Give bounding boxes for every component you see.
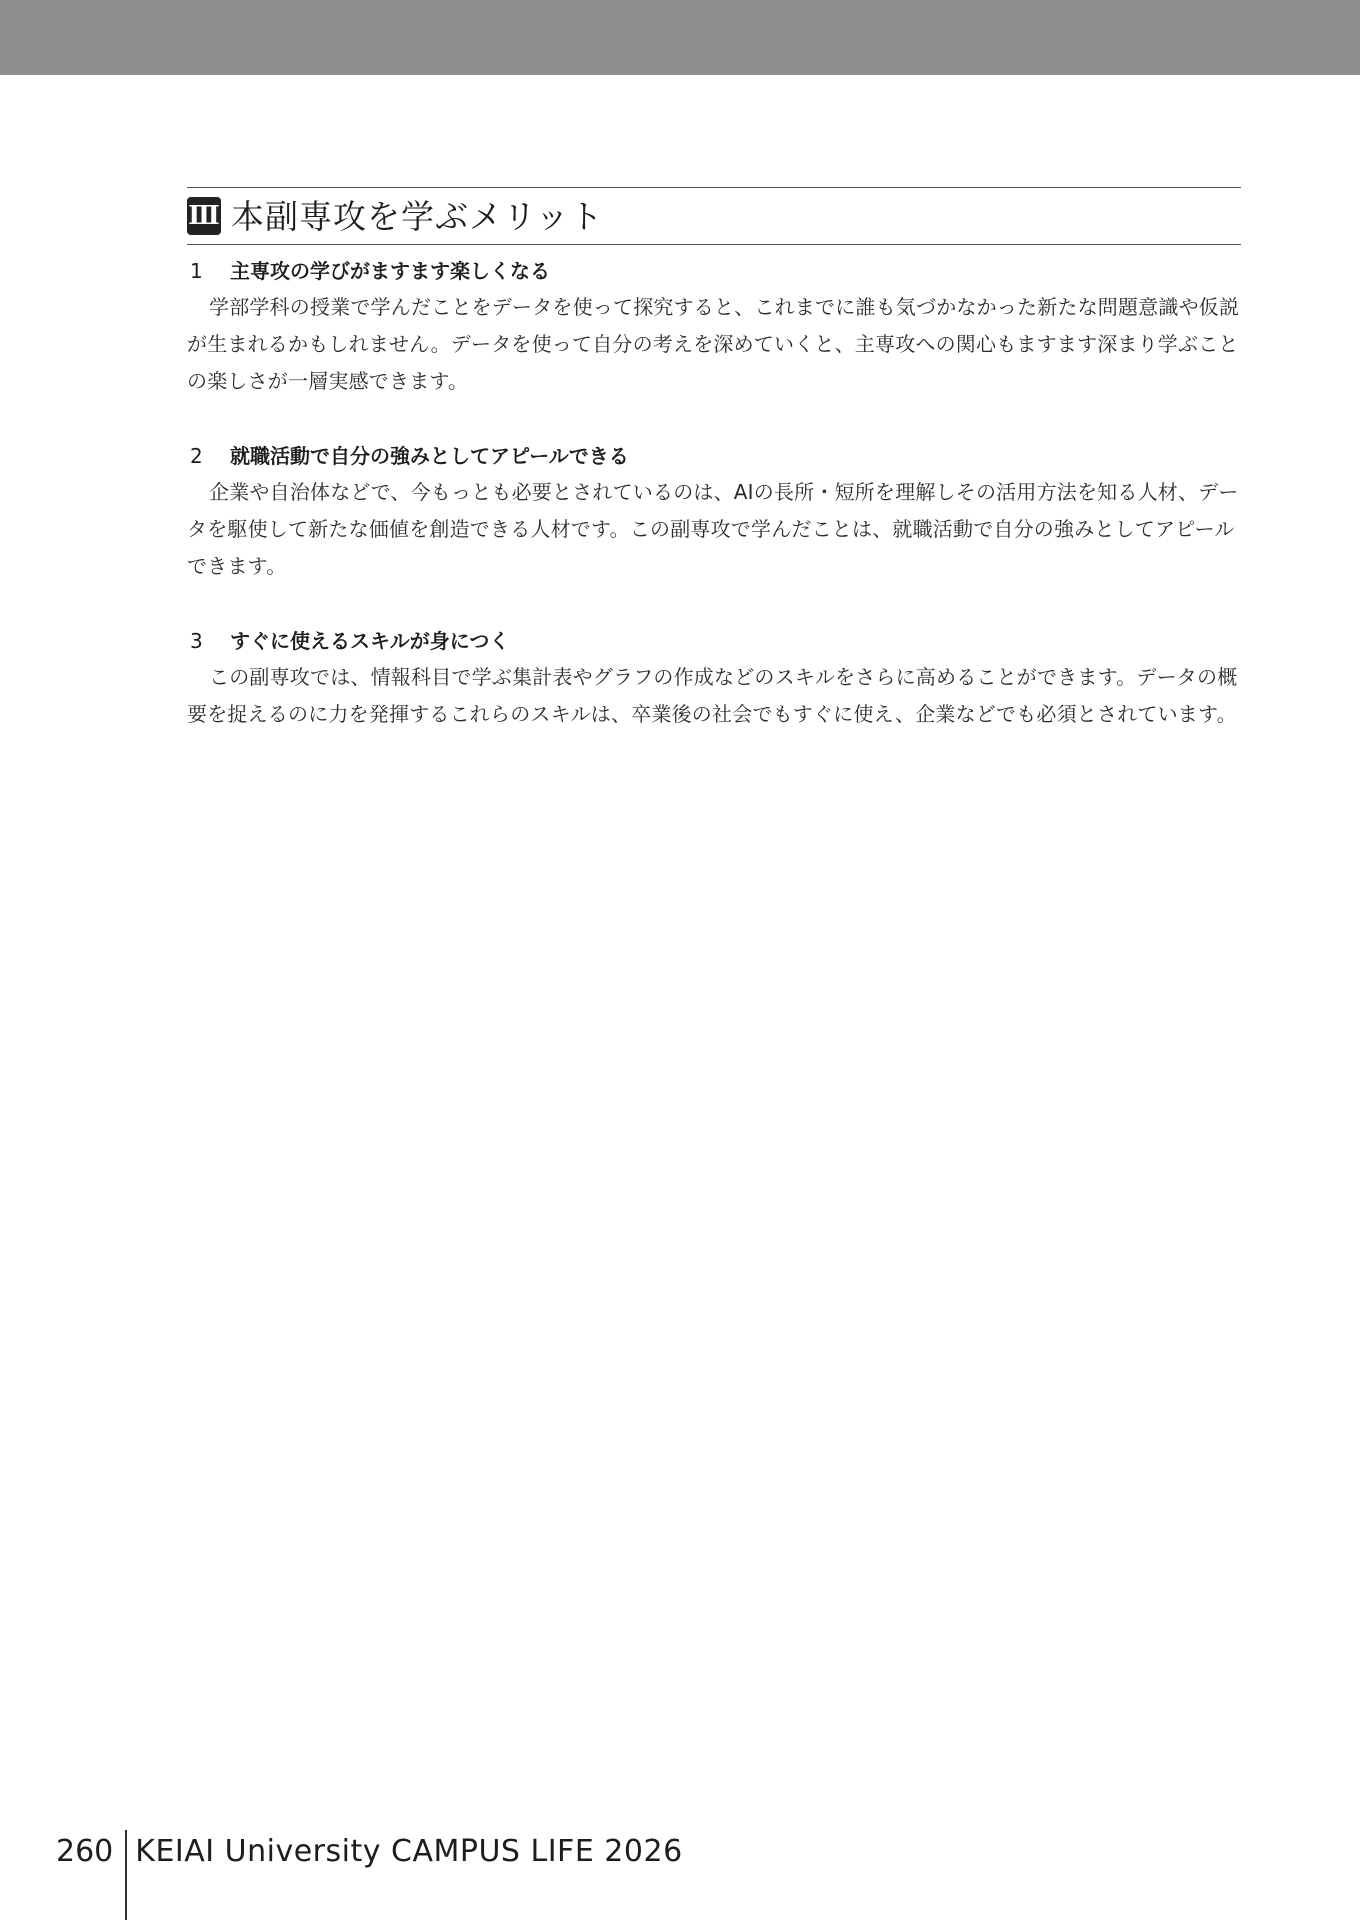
merit-number: 2 (190, 444, 203, 468)
merit-heading-text: 主専攻の学びがますます楽しくなる (230, 259, 550, 283)
merit-number: 1 (190, 259, 203, 283)
section-numeral-badge: Ⅲ (187, 197, 221, 235)
section-merits (187, 187, 1241, 733)
merit-heading (187, 623, 1241, 659)
merit-heading-text: 就職活動で自分の強みとしてアピールできる (230, 444, 629, 468)
merit-body: この副専攻では、情報科目で学ぶ集計表やグラフの作成などのスキルをさらに高めることができます。データの概要を捉えるのに力を発揮するこれらのスキルは、卒業後の社会でもすぐに使え、企業などでも必須とされています。 (187, 665, 1238, 726)
merit-body: 企業や自治体などで、今もっとも必要とされているのは、AIの長所・短所を理解しその活用方法を知る人材、データを駆使して新たな価値を創造できる人材です。この副専攻で学んだことは、就職活動で自分の強みとしてアピールできます。 (187, 480, 1239, 578)
merit-heading (187, 253, 1241, 289)
page-number: 260 (56, 1834, 114, 1869)
merit-body: 学部学科の授業で学んだことをデータを使って探究すると、これまでに誰も気づかなかった新たな問題意識や仮説が生まれるかもしれません。データを使って自分の考えを深めていくと、主専攻への関心もますます深まり学ぶことの楽しさが一層実感できます。 (187, 295, 1240, 393)
publication-title: KEIAI University CAMPUS LIFE 2026 (135, 1834, 683, 1869)
header-band (0, 0, 1360, 75)
merit-item (187, 438, 1241, 585)
section-header (187, 187, 1241, 245)
page-footer (56, 1830, 683, 1920)
merit-heading (187, 438, 1241, 474)
section-title: 本副専攻を学ぶメリット (231, 196, 604, 236)
merit-item (187, 623, 1241, 733)
merit-item (187, 253, 1241, 400)
merit-number: 3 (190, 629, 203, 653)
footer-divider (125, 1830, 127, 1920)
merit-heading-text: すぐに使えるスキルが身につく (230, 629, 510, 653)
